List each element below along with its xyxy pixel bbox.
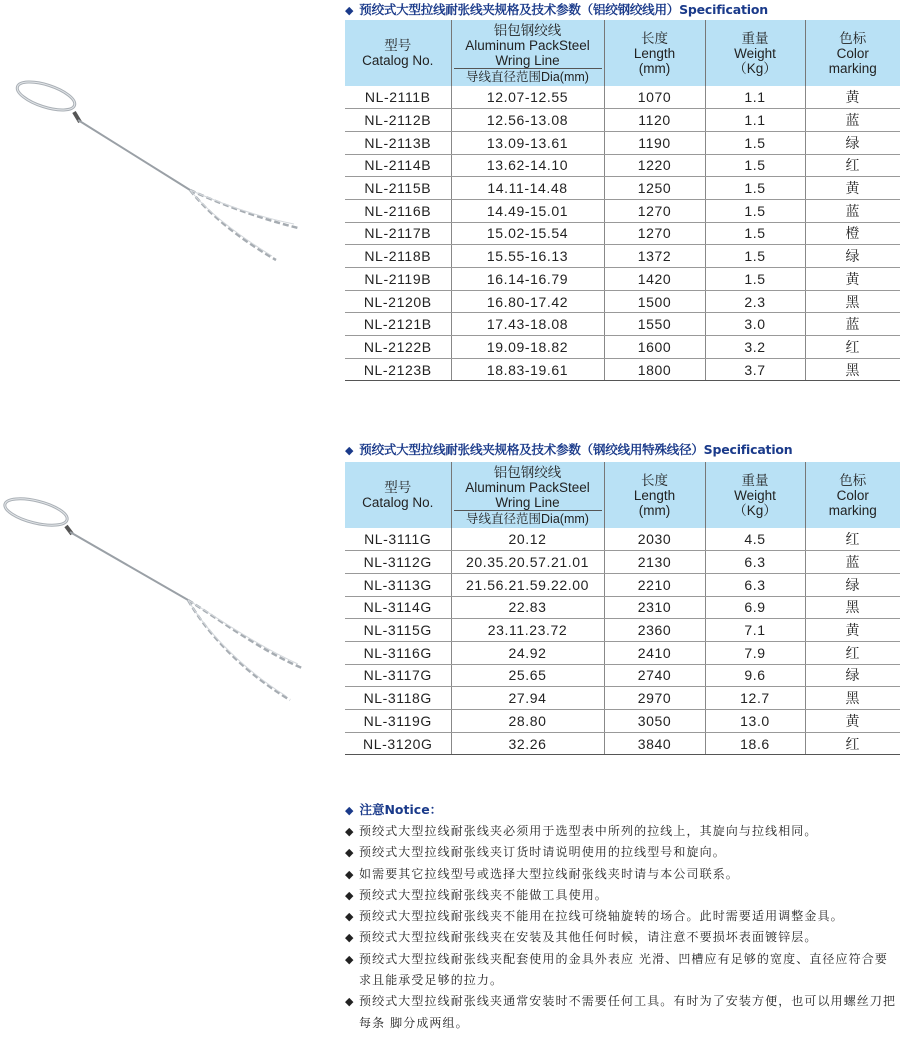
diamond-bullet-icon: ◆ bbox=[345, 804, 354, 817]
cell-diameter-range: 20.35.20.57.21.01 bbox=[451, 551, 604, 574]
cell-weight: 7.1 bbox=[705, 619, 805, 642]
cell-length: 3050 bbox=[604, 710, 705, 733]
cell-length: 3840 bbox=[604, 732, 705, 755]
notice-item-text: 预绞式大型拉线耐张线夹不能做工具使用。 bbox=[359, 887, 608, 902]
preformed-guy-grip-product-icon bbox=[8, 78, 308, 278]
cell-color-marking: 红 bbox=[805, 641, 900, 664]
product-image-b-series bbox=[8, 78, 308, 278]
table-row bbox=[345, 732, 900, 755]
cell-diameter-range: 15.02-15.54 bbox=[451, 222, 604, 245]
cell-color-marking: 黄 bbox=[805, 619, 900, 642]
cell-length: 2210 bbox=[604, 573, 705, 596]
table-header-row bbox=[345, 20, 900, 86]
cell-color-marking: 蓝 bbox=[805, 551, 900, 574]
cell-weight: 4.5 bbox=[705, 528, 805, 551]
cell-catalog-no: NL-2113B bbox=[345, 131, 451, 154]
cell-catalog-no: NL-2111B bbox=[345, 86, 451, 109]
header-weight: 重量 Weight （Kg） bbox=[705, 20, 805, 86]
table-row bbox=[345, 710, 900, 733]
diamond-bullet-icon: ◆ bbox=[345, 444, 354, 457]
table-header-row bbox=[345, 462, 900, 528]
cell-color-marking: 黑 bbox=[805, 687, 900, 710]
section-title-b-series bbox=[345, 0, 768, 18]
diamond-bullet-icon: ◆ bbox=[345, 952, 355, 966]
diamond-bullet-icon: ◆ bbox=[345, 995, 355, 1009]
table-row bbox=[345, 551, 900, 574]
cell-weight: 6.3 bbox=[705, 551, 805, 574]
product-image-g-series bbox=[0, 490, 310, 710]
header-color: 色标 Color marking bbox=[805, 20, 900, 86]
cell-weight: 1.5 bbox=[705, 177, 805, 200]
cell-length: 1270 bbox=[604, 199, 705, 222]
header-length: 长度 Length (mm) bbox=[604, 20, 705, 86]
cell-color-marking: 黑 bbox=[805, 290, 900, 313]
table-row bbox=[345, 222, 900, 245]
cell-color-marking: 蓝 bbox=[805, 109, 900, 132]
cell-color-marking: 黑 bbox=[805, 358, 900, 381]
cell-catalog-no: NL-3120G bbox=[345, 732, 451, 755]
header-color: 色标 Color marking bbox=[805, 462, 900, 528]
cell-diameter-range: 14.49-15.01 bbox=[451, 199, 604, 222]
notice-item bbox=[345, 927, 900, 948]
diamond-bullet-icon: ◆ bbox=[345, 910, 355, 924]
notice-item-text: 预绞式大型拉线耐张线夹订货时请说明使用的拉线型号和旋向。 bbox=[359, 845, 726, 860]
cell-diameter-range: 21.56.21.59.22.00 bbox=[451, 573, 604, 596]
cell-weight: 1.1 bbox=[705, 86, 805, 109]
cell-diameter-range: 19.09-18.82 bbox=[451, 336, 604, 359]
cell-length: 2130 bbox=[604, 551, 705, 574]
table-row bbox=[345, 641, 900, 664]
cell-catalog-no: NL-3118G bbox=[345, 687, 451, 710]
cell-length: 1372 bbox=[604, 245, 705, 268]
notice-item bbox=[345, 885, 900, 906]
cell-diameter-range: 12.07-12.55 bbox=[451, 86, 604, 109]
diamond-bullet-icon: ◆ bbox=[345, 825, 355, 838]
cell-length: 2740 bbox=[604, 664, 705, 687]
cell-weight: 1.5 bbox=[705, 268, 805, 291]
cell-length: 2030 bbox=[604, 528, 705, 551]
cell-weight: 3.2 bbox=[705, 336, 805, 359]
diamond-bullet-icon: ◆ bbox=[345, 888, 355, 902]
cell-color-marking: 黄 bbox=[805, 268, 900, 291]
cell-length: 1220 bbox=[604, 154, 705, 177]
cell-color-marking: 蓝 bbox=[805, 313, 900, 336]
table-row bbox=[345, 358, 900, 381]
cell-length: 1120 bbox=[604, 109, 705, 132]
cell-catalog-no: NL-2120B bbox=[345, 290, 451, 313]
cell-diameter-range: 15.55-16.13 bbox=[451, 245, 604, 268]
cell-diameter-range: 13.09-13.61 bbox=[451, 131, 604, 154]
table-row bbox=[345, 528, 900, 551]
notice-item bbox=[345, 842, 900, 863]
cell-length: 2410 bbox=[604, 641, 705, 664]
cell-catalog-no: NL-2112B bbox=[345, 109, 451, 132]
diamond-bullet-icon: ◆ bbox=[345, 931, 355, 945]
table-row bbox=[345, 573, 900, 596]
table-row bbox=[345, 664, 900, 687]
cell-color-marking: 红 bbox=[805, 336, 900, 359]
cell-length: 1250 bbox=[604, 177, 705, 200]
diamond-bullet-icon: ◆ bbox=[345, 4, 354, 17]
cell-catalog-no: NL-3119G bbox=[345, 710, 451, 733]
table-row bbox=[345, 199, 900, 222]
cell-color-marking: 绿 bbox=[805, 664, 900, 687]
header-line: 铝包钢绞线 Aluminum PackSteel Wring Line 导线直径范围Dia(mm) bbox=[451, 20, 604, 86]
cell-catalog-no: NL-3117G bbox=[345, 664, 451, 687]
cell-catalog-no: NL-3116G bbox=[345, 641, 451, 664]
cell-length: 1550 bbox=[604, 313, 705, 336]
table-row bbox=[345, 596, 900, 619]
cell-diameter-range: 25.65 bbox=[451, 664, 604, 687]
cell-catalog-no: NL-2114B bbox=[345, 154, 451, 177]
cell-color-marking: 橙 bbox=[805, 222, 900, 245]
cell-catalog-no: NL-3113G bbox=[345, 573, 451, 596]
cell-color-marking: 红 bbox=[805, 154, 900, 177]
cell-length: 1800 bbox=[604, 358, 705, 381]
cell-catalog-no: NL-2115B bbox=[345, 177, 451, 200]
cell-weight: 3.0 bbox=[705, 313, 805, 336]
cell-length: 2970 bbox=[604, 687, 705, 710]
table-row bbox=[345, 154, 900, 177]
table-row bbox=[345, 619, 900, 642]
notice-item bbox=[345, 864, 900, 885]
notice-item bbox=[345, 821, 900, 842]
cell-length: 2360 bbox=[604, 619, 705, 642]
cell-catalog-no: NL-2118B bbox=[345, 245, 451, 268]
cell-color-marking: 绿 bbox=[805, 131, 900, 154]
cell-weight: 12.7 bbox=[705, 687, 805, 710]
cell-weight: 1.1 bbox=[705, 109, 805, 132]
cell-diameter-range: 28.80 bbox=[451, 710, 604, 733]
cell-color-marking: 黄 bbox=[805, 177, 900, 200]
cell-diameter-range: 14.11-14.48 bbox=[451, 177, 604, 200]
cell-diameter-range: 16.14-16.79 bbox=[451, 268, 604, 291]
cell-color-marking: 蓝 bbox=[805, 199, 900, 222]
cell-catalog-no: NL-2119B bbox=[345, 268, 451, 291]
cell-weight: 1.5 bbox=[705, 199, 805, 222]
cell-catalog-no: NL-3115G bbox=[345, 619, 451, 642]
cell-catalog-no: NL-2121B bbox=[345, 313, 451, 336]
table-row bbox=[345, 313, 900, 336]
cell-diameter-range: 13.62-14.10 bbox=[451, 154, 604, 177]
cell-weight: 6.3 bbox=[705, 573, 805, 596]
cell-catalog-no: NL-3114G bbox=[345, 596, 451, 619]
cell-color-marking: 红 bbox=[805, 528, 900, 551]
notice-item bbox=[345, 991, 900, 1034]
notice-item-text: 预绞式大型拉线耐张线夹在安装及其他任何时候，请注意不要损坏表面镀锌层。 bbox=[359, 930, 818, 945]
cell-weight: 1.5 bbox=[705, 222, 805, 245]
cell-length: 2310 bbox=[604, 596, 705, 619]
table-row bbox=[345, 245, 900, 268]
header-catalog: 型号 Catalog No. bbox=[345, 462, 451, 528]
table-row bbox=[345, 290, 900, 313]
cell-weight: 9.6 bbox=[705, 664, 805, 687]
table-row bbox=[345, 131, 900, 154]
section-title-g-series bbox=[345, 440, 793, 458]
spec-table-g-series bbox=[345, 462, 900, 755]
cell-weight: 18.6 bbox=[705, 732, 805, 755]
table-row bbox=[345, 86, 900, 109]
cell-diameter-range: 24.92 bbox=[451, 641, 604, 664]
cell-color-marking: 绿 bbox=[805, 245, 900, 268]
cell-weight: 6.9 bbox=[705, 596, 805, 619]
section-title-text: 预绞式大型拉线耐张线夹规格及技术参数（铝绞钢绞线用）Specification bbox=[359, 2, 768, 17]
cell-diameter-range: 16.80-17.42 bbox=[451, 290, 604, 313]
cell-color-marking: 黄 bbox=[805, 710, 900, 733]
cell-diameter-range: 32.26 bbox=[451, 732, 604, 755]
cell-catalog-no: NL-3112G bbox=[345, 551, 451, 574]
diamond-bullet-icon: ◆ bbox=[345, 846, 355, 860]
cell-weight: 13.0 bbox=[705, 710, 805, 733]
cell-length: 1420 bbox=[604, 268, 705, 291]
section-title-text: 预绞式大型拉线耐张线夹规格及技术参数（钢绞线用特殊线径）Specification bbox=[359, 442, 793, 457]
cell-length: 1070 bbox=[604, 86, 705, 109]
notice-heading-text: 注意Notice： bbox=[359, 802, 443, 817]
header-weight: 重量 Weight （Kg） bbox=[705, 462, 805, 528]
notice-heading bbox=[345, 800, 900, 818]
cell-color-marking: 红 bbox=[805, 732, 900, 755]
notice-item-text: 预绞式大型拉线耐张线夹通常安装时不需要任何工具。有时为了安装方便，也可以用螺丝刀把每条 脚分成两组。 bbox=[359, 994, 897, 1030]
cell-length: 1500 bbox=[604, 290, 705, 313]
cell-weight: 1.5 bbox=[705, 154, 805, 177]
cell-diameter-range: 27.94 bbox=[451, 687, 604, 710]
header-line: 铝包钢绞线 Aluminum PackSteel Wring Line 导线直径范围Dia(mm) bbox=[451, 462, 604, 528]
cell-diameter-range: 17.43-18.08 bbox=[451, 313, 604, 336]
cell-weight: 7.9 bbox=[705, 641, 805, 664]
table-row bbox=[345, 336, 900, 359]
cell-length: 1600 bbox=[604, 336, 705, 359]
notice-item-text: 预绞式大型拉线耐张线夹必须用于选型表中所列的拉线上，其旋向与拉线相同。 bbox=[359, 824, 818, 838]
cell-catalog-no: NL-2117B bbox=[345, 222, 451, 245]
cell-diameter-range: 22.83 bbox=[451, 596, 604, 619]
table-row bbox=[345, 687, 900, 710]
cell-diameter-range: 23.11.23.72 bbox=[451, 619, 604, 642]
header-catalog: 型号 Catalog No. bbox=[345, 20, 451, 86]
notice-item-text: 如需要其它拉线型号或选择大型拉线耐张线夹时请与本公司联系。 bbox=[359, 866, 739, 881]
cell-catalog-no: NL-3111G bbox=[345, 528, 451, 551]
cell-weight: 2.3 bbox=[705, 290, 805, 313]
table-row bbox=[345, 177, 900, 200]
notice-item-text: 预绞式大型拉线耐张线夹不能用在拉线可绕轴旋转的场合。此时需要适用调整金具。 bbox=[359, 909, 844, 924]
preformed-guy-grip-product-icon bbox=[0, 490, 310, 710]
cell-length: 1190 bbox=[604, 131, 705, 154]
cell-catalog-no: NL-2123B bbox=[345, 358, 451, 381]
cell-color-marking: 绿 bbox=[805, 573, 900, 596]
notice-section bbox=[345, 800, 900, 1034]
cell-catalog-no: NL-2122B bbox=[345, 336, 451, 359]
cell-diameter-range: 18.83-19.61 bbox=[451, 358, 604, 381]
cell-diameter-range: 20.12 bbox=[451, 528, 604, 551]
cell-weight: 3.7 bbox=[705, 358, 805, 381]
notice-item-text: 预绞式大型拉线耐张线夹配套使用的金具外表应 光滑、凹槽应有足够的宽度、直径应符合要求且能承受足够的拉力。 bbox=[359, 951, 888, 988]
cell-diameter-range: 12.56-13.08 bbox=[451, 109, 604, 132]
notice-item bbox=[345, 906, 900, 927]
spec-table-b-series bbox=[345, 20, 900, 381]
cell-catalog-no: NL-2116B bbox=[345, 199, 451, 222]
cell-weight: 1.5 bbox=[705, 245, 805, 268]
notice-item bbox=[345, 949, 900, 992]
cell-color-marking: 黑 bbox=[805, 596, 900, 619]
cell-length: 1270 bbox=[604, 222, 705, 245]
table-row bbox=[345, 109, 900, 132]
header-length: 长度 Length (mm) bbox=[604, 462, 705, 528]
table-row bbox=[345, 268, 900, 291]
diamond-bullet-icon: ◆ bbox=[345, 867, 355, 881]
cell-weight: 1.5 bbox=[705, 131, 805, 154]
notice-list bbox=[345, 821, 900, 1034]
cell-color-marking: 黄 bbox=[805, 86, 900, 109]
